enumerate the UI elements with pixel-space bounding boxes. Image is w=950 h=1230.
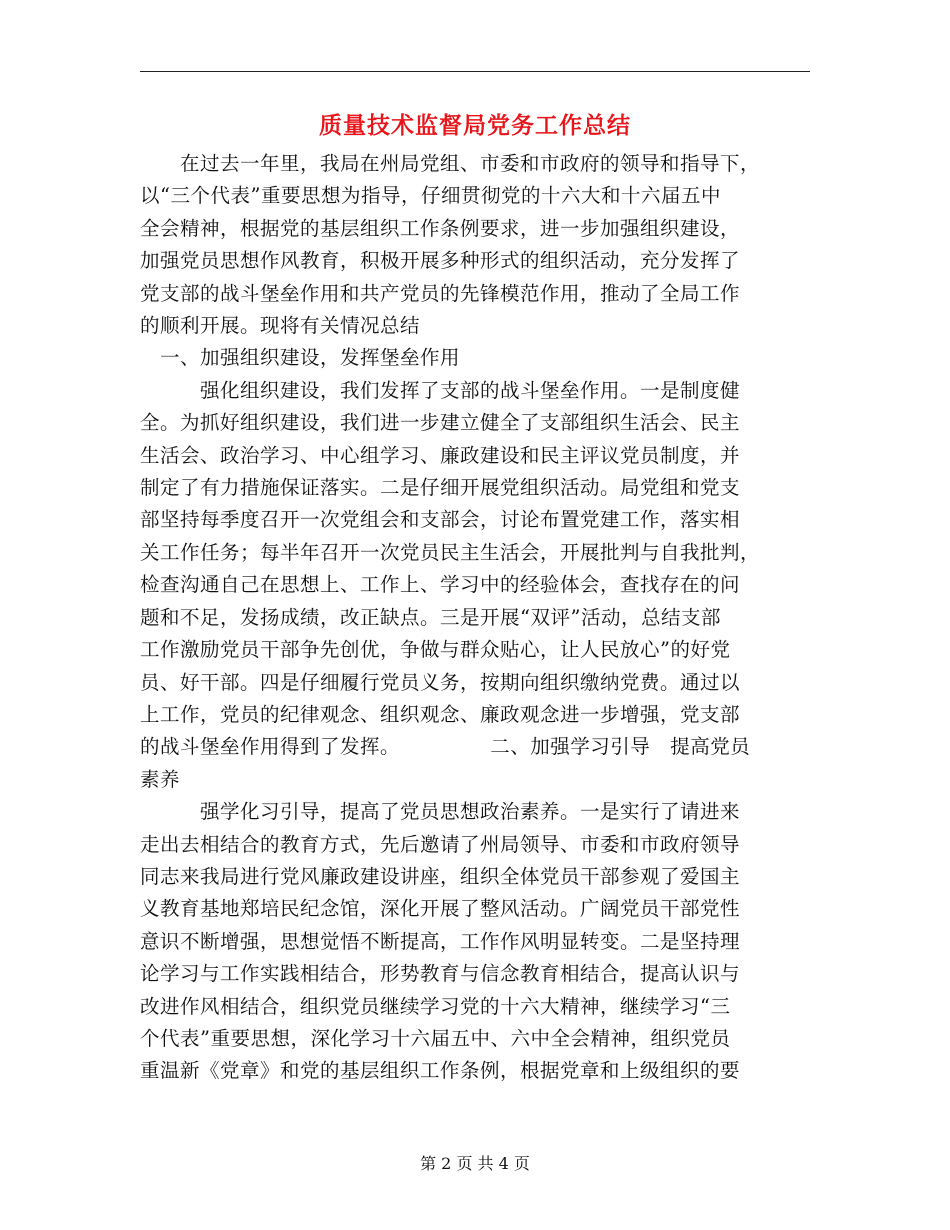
body-line: 强化组织建设，我们发挥了支部的战斗堡垒作用。一是制度健	[140, 378, 741, 402]
body-line: 全会精神，根据党的基层组织工作条例要求，进一步加强组织建设，	[140, 216, 741, 240]
body-line: 关工作任务；每半年召开一次党员民主生活会，开展批判与自我批判，	[140, 540, 761, 564]
section-heading: 一、加强组织建设，发挥堡垒作用	[140, 346, 461, 370]
body-line: 全。为抓好组织建设，我们进一步建立健全了支部组织生活会、民主	[140, 411, 741, 435]
body-line: 工作激励党员干部争先创优，争做与群众贴心，让人民放心”的好党	[140, 638, 731, 662]
body-line: 重温新《党章》和党的基层组织工作条例，根据党章和上级组织的要	[140, 1059, 741, 1083]
body-line: 走出去相结合的教育方式，先后邀请了州局领导、市委和市政府领导	[140, 832, 741, 856]
body-line: 党支部的战斗堡垒作用和共产党员的先锋模范作用，推动了全局工作	[140, 281, 741, 305]
body-line: 同志来我局进行党风廉政建设讲座，组织全体党员干部参观了爱国主	[140, 864, 741, 888]
body-line: 制定了有力措施保证落实。二是仔细开展党组织活动。局党组和党支	[140, 476, 741, 500]
document-body	[140, 148, 800, 1088]
body-line: 生活会、政治学习、中心组学习、廉政建设和民主评议党员制度，并	[140, 443, 741, 467]
body-line: 的顺利开展。现将有关情况总结	[140, 314, 421, 338]
body-line: 上工作，党员的纪律观念、组织观念、廉政观念进一步增强，党支部	[140, 702, 741, 726]
body-line: 以“三个代表”重要思想为指导，仔细贯彻党的十六大和十六届五中	[140, 184, 721, 208]
header-rule	[140, 71, 810, 72]
body-line: 改进作风相结合，组织党员继续学习党的十六大精神，继续学习“三	[140, 994, 731, 1018]
body-line: 个代表”重要思想，深化学习十六届五中、六中全会精神，组织党员	[140, 1026, 731, 1050]
body-line: 义教育基地郑培民纪念馆，深化开展了整风活动。广阔党员干部党性	[140, 897, 741, 921]
body-line: 素养	[140, 767, 181, 791]
body-line: 加强党员思想作风教育，积极开展多种形式的组织活动，充分发挥了	[140, 249, 741, 273]
document-title: 质量技术监督局党务工作总结	[319, 112, 631, 139]
body-line: 意识不断增强，思想觉悟不断提高，工作作风明显转变。二是坚持理	[140, 929, 741, 953]
body-line: 题和不足，发扬成绩，改正缺点。三是开展“双评”活动，总结支部	[140, 605, 721, 629]
body-line: 强学化习引导，提高了党员思想政治素养。一是实行了请进来	[140, 800, 741, 824]
body-line: 员、好干部。四是仔细履行党员义务，按期向组织缴纳党费。通过以	[140, 670, 741, 694]
page-number: 第 2 页 共 4 页	[420, 1154, 530, 1173]
body-line: 检查沟通自己在思想上、工作上、学习中的经验体会，查找存在的问	[140, 573, 741, 597]
body-line: 部坚持每季度召开一次党组会和支部会，讨论布置党建工作，落实相	[140, 508, 741, 532]
body-line: 的战斗堡垒作用得到了发挥。 二、加强学习引导 提高党员	[140, 735, 751, 759]
body-line: 论学习与工作实践相结合，形势教育与信念教育相结合，提高认识与	[140, 962, 741, 986]
body-line: 在过去一年里，我局在州局党组、市委和市政府的领导和指导下，	[140, 152, 761, 175]
